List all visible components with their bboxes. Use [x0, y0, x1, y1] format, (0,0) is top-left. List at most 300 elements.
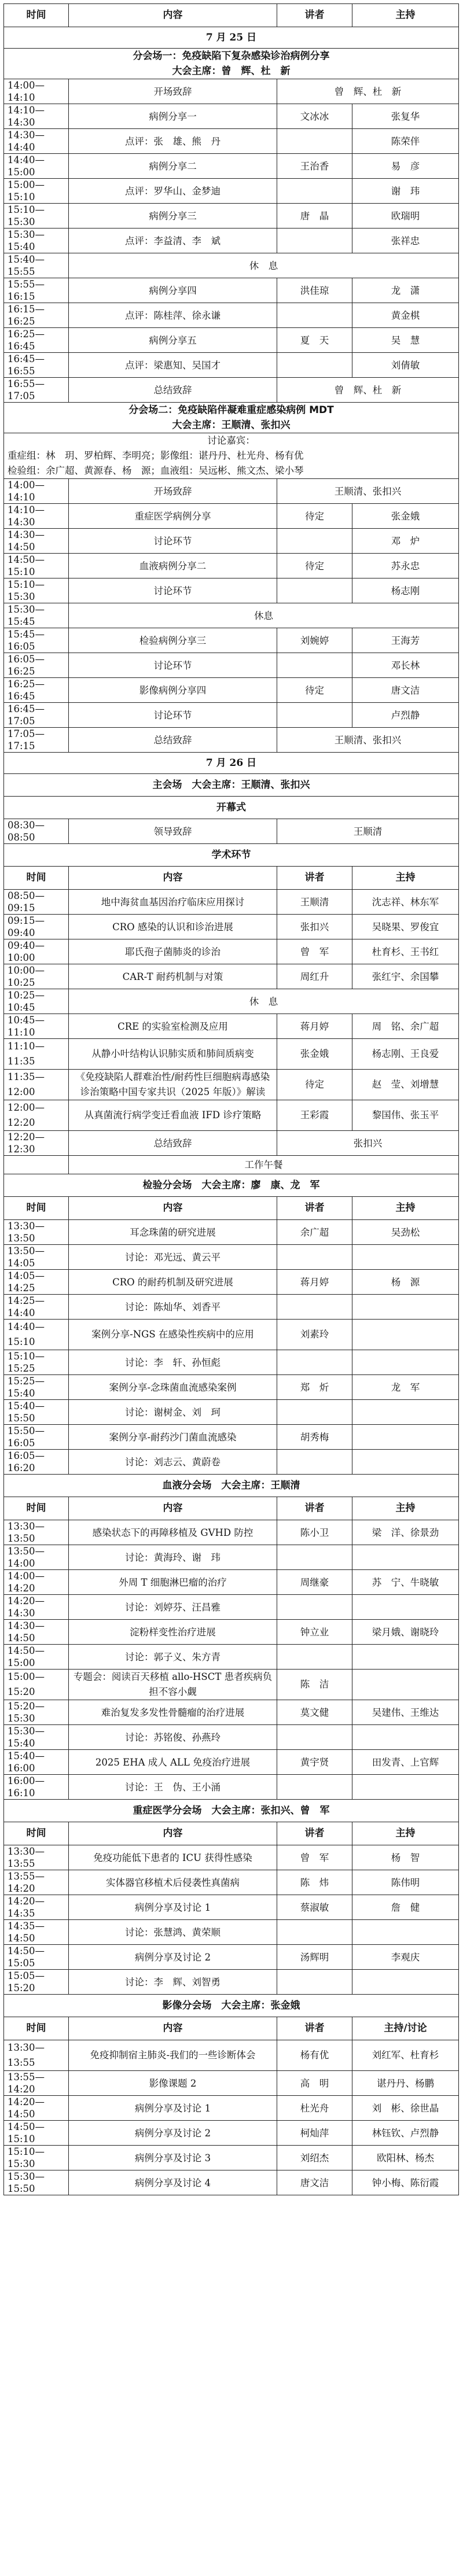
- speaker-cell: 王彩霞: [277, 1100, 352, 1131]
- break-label: 休 息: [69, 253, 459, 278]
- host-cell: 梁月娥、谢晓玲: [352, 1620, 459, 1645]
- speaker-cell: [277, 1450, 352, 1475]
- time-cell: 15:45—16:05: [4, 628, 69, 653]
- speaker-cell: 余广超: [277, 1220, 352, 1245]
- speaker-cell: [277, 1295, 352, 1320]
- session-row: [4, 179, 459, 204]
- break-label: 工作午餐: [69, 1156, 459, 1174]
- session-row: [4, 129, 459, 154]
- session-row: [4, 1220, 459, 1245]
- speaker-cell: 曾 军: [277, 939, 352, 964]
- speaker-cell: 陈 洁: [277, 1670, 352, 1700]
- session-topic: 讨论环节: [69, 703, 277, 728]
- session-row: [4, 1400, 459, 1425]
- header-speaker: 讲者: [277, 867, 352, 890]
- time-cell: 15:40—16:00: [4, 1750, 69, 1775]
- speaker-cell: 文冰冰: [277, 104, 352, 129]
- time-cell: 13:50—14:00: [4, 1545, 69, 1570]
- host-cell: 吴 慧: [352, 328, 459, 353]
- session-topic: 讨论：苏铭俊、孙燕玲: [69, 1725, 277, 1750]
- section-title-row: [4, 797, 459, 819]
- session-row: [4, 479, 459, 504]
- session-row: [4, 378, 459, 403]
- session-row: [4, 1100, 459, 1131]
- host-cell: 易 彦: [352, 154, 459, 179]
- header-host: 主持: [352, 4, 459, 27]
- header-content: 内容: [69, 2017, 277, 2040]
- session-topic: 耳念珠菌的研究进展: [69, 1220, 277, 1245]
- speaker-cell: 刘素玲: [277, 1320, 352, 1350]
- session-row: [4, 2146, 459, 2170]
- header-content: 内容: [69, 1497, 277, 1520]
- session-row: [4, 229, 459, 253]
- session-topic: 病例分享一: [69, 104, 277, 129]
- header-speaker: 讲者: [277, 1197, 352, 1220]
- time-cell: 14:25—14:40: [4, 1295, 69, 1320]
- session-topic: 讨论环节: [69, 578, 277, 603]
- session-topic: 病例分享及讨论 3: [69, 2146, 277, 2170]
- speaker-cell: [277, 353, 352, 378]
- session-topic: 血液病例分享二: [69, 554, 277, 578]
- header-speaker: 讲者: [277, 1497, 352, 1520]
- host-cell: 曾 辉、杜 新: [277, 378, 459, 403]
- time-cell: 15:10—15:30: [4, 204, 69, 229]
- session-row: [4, 578, 459, 603]
- session-row: [4, 1350, 459, 1375]
- speaker-cell: 唐文洁: [277, 2170, 352, 2195]
- session-topic: 开场致辞: [69, 79, 277, 104]
- session-topic: 影像课题 2: [69, 2071, 277, 2096]
- session-topic: 实体器官移植术后侵袭性真菌病: [69, 1870, 277, 1895]
- speaker-cell: 胡秀梅: [277, 1425, 352, 1450]
- session-topic: 病例分享及讨论 2: [69, 1945, 277, 1970]
- host-cell: 王顺清: [277, 819, 459, 844]
- time-cell: 15:40—15:50: [4, 1400, 69, 1425]
- speaker-cell: [277, 1595, 352, 1620]
- session-row: [4, 1620, 459, 1645]
- speaker-cell: [277, 303, 352, 328]
- time-cell: 11:35—12:00: [4, 1070, 69, 1100]
- time-cell: 14:00—14:10: [4, 79, 69, 104]
- speaker-cell: 柯灿萍: [277, 2121, 352, 2146]
- time-cell: 16:05—16:25: [4, 653, 69, 678]
- speaker-cell: [277, 1970, 352, 1995]
- speaker-cell: 黄宇贤: [277, 1750, 352, 1775]
- table-header-row: [4, 867, 459, 890]
- host-cell: [352, 1450, 459, 1475]
- header-content: 内容: [69, 4, 277, 27]
- time-cell: 14:40—15:10: [4, 1320, 69, 1350]
- session-row: [4, 2096, 459, 2121]
- discussion-guests: [4, 433, 459, 479]
- session-row: [4, 1039, 459, 1070]
- guests-row: [4, 433, 459, 479]
- time-cell: 08:50—09:15: [4, 890, 69, 915]
- break-label: 休 息: [69, 989, 459, 1014]
- session-topic: 外周 T 细胞淋巴瘤的治疗: [69, 1570, 277, 1595]
- session-row: [4, 1970, 459, 1995]
- session-row: [4, 79, 459, 104]
- session-row: [4, 628, 459, 653]
- session-row: [4, 328, 459, 353]
- time-cell: 16:00—16:10: [4, 1775, 69, 1800]
- time-cell: 09:40—10:00: [4, 939, 69, 964]
- session-topic: 总结致辞: [69, 1131, 277, 1156]
- section-title-line: 学术环节: [211, 849, 251, 861]
- speaker-cell: 刘婉婷: [277, 628, 352, 653]
- host-cell: [352, 1670, 459, 1700]
- speaker-cell: [277, 1245, 352, 1270]
- header-host: 主持: [352, 1497, 459, 1520]
- speaker-cell: 刘绍杰: [277, 2146, 352, 2170]
- time-cell: 16:45—17:05: [4, 703, 69, 728]
- session-topic: 《免疫缺陷人群难治性/耐药性巨细胞病毒感染诊治策略中国专家共识（2025 年版）》解读: [69, 1070, 277, 1100]
- speaker-cell: 张金娥: [277, 1039, 352, 1070]
- break-row: [4, 253, 459, 278]
- host-cell: 王海芳: [352, 628, 459, 653]
- speaker-cell: 蒋月婷: [277, 1270, 352, 1295]
- session-row: [4, 703, 459, 728]
- session-row: [4, 104, 459, 129]
- time-cell: 15:50—16:05: [4, 1425, 69, 1450]
- time-cell: 12:20—12:30: [4, 1131, 69, 1156]
- host-cell: 张金娥: [352, 504, 459, 529]
- session-row: [4, 554, 459, 578]
- session-topic: 讨论：刘志云、黄蔚卷: [69, 1450, 277, 1475]
- session-topic: 点评：罗华山、金梦迪: [69, 179, 277, 204]
- break-label: 休息: [69, 603, 459, 628]
- host-cell: 刘倩敏: [352, 353, 459, 378]
- time-cell: 15:05—15:20: [4, 1970, 69, 1995]
- time-cell: 13:55—14:20: [4, 2071, 69, 2096]
- session-row: [4, 1131, 459, 1156]
- header-time: 时间: [4, 4, 69, 27]
- session-topic: 病例分享四: [69, 278, 277, 303]
- speaker-cell: 曾 军: [277, 1845, 352, 1870]
- session-row: [4, 1570, 459, 1595]
- schedule-document: [3, 3, 458, 2195]
- section-title: [4, 403, 459, 433]
- host-cell: [352, 1725, 459, 1750]
- host-cell: 刘红军、杜育杉: [352, 2040, 459, 2071]
- session-row: [4, 2121, 459, 2146]
- session-row: [4, 1425, 459, 1450]
- host-cell: 谌丹丹、杨鹏: [352, 2071, 459, 2096]
- session-topic: 点评：陈桂萍、徐永谦: [69, 303, 277, 328]
- host-cell: 欧瑞明: [352, 204, 459, 229]
- table-header-row: [4, 2017, 459, 2040]
- time-cell: 15:30—15:40: [4, 1725, 69, 1750]
- time-cell: 14:50—15:10: [4, 554, 69, 578]
- section-title-row: [4, 403, 459, 433]
- section-title-row: [4, 1174, 459, 1197]
- session-topic: 案例分享-NGS 在感染性疾病中的应用: [69, 1320, 277, 1350]
- session-topic: 地中海贫血基因治疗临床应用探讨: [69, 890, 277, 915]
- session-topic: 病例分享二: [69, 154, 277, 179]
- header-host: 主持/讨论: [352, 2017, 459, 2040]
- table-header-row: [4, 4, 459, 27]
- session-row: [4, 915, 459, 939]
- session-topic: 总结致辞: [69, 378, 277, 403]
- section-title-row: [4, 774, 459, 797]
- time-cell: 13:30—13:50: [4, 1520, 69, 1545]
- session-topic: 病例分享及讨论 4: [69, 2170, 277, 2195]
- host-cell: [352, 1245, 459, 1270]
- host-cell: 詹 健: [352, 1895, 459, 1920]
- speaker-cell: 待定: [277, 504, 352, 529]
- session-row: [4, 2040, 459, 2071]
- speaker-cell: [277, 1400, 352, 1425]
- time-cell: 14:00—14:10: [4, 479, 69, 504]
- time-cell: 15:00—15:20: [4, 1670, 69, 1700]
- section-title: [4, 49, 459, 79]
- host-cell: 唐文洁: [352, 678, 459, 703]
- host-cell: 张复华: [352, 104, 459, 129]
- header-speaker: 讲者: [277, 2017, 352, 2040]
- speaker-cell: 陈小卫: [277, 1520, 352, 1545]
- session-row: [4, 529, 459, 554]
- header-time: 时间: [4, 1497, 69, 1520]
- speaker-cell: [277, 1645, 352, 1670]
- session-topic: 总结致辞: [69, 728, 277, 753]
- section-title: [4, 1174, 459, 1197]
- time-cell: 14:30—14:50: [4, 1620, 69, 1645]
- speaker-cell: [277, 653, 352, 678]
- session-row: [4, 1014, 459, 1039]
- time-cell: 14:40—15:00: [4, 154, 69, 179]
- time-cell: 09:15—09:40: [4, 915, 69, 939]
- host-cell: [352, 1595, 459, 1620]
- speaker-cell: 莫文健: [277, 1700, 352, 1725]
- session-row: [4, 204, 459, 229]
- speaker-cell: 郑 炘: [277, 1375, 352, 1400]
- host-cell: 邓长林: [352, 653, 459, 678]
- session-topic: 检验病例分享三: [69, 628, 277, 653]
- session-row: [4, 1545, 459, 1570]
- time-cell: 15:30—15:45: [4, 603, 69, 628]
- header-content: 内容: [69, 1197, 277, 1220]
- host-cell: [352, 1350, 459, 1375]
- session-topic: 讨论：谢树金、刘 珂: [69, 1400, 277, 1425]
- session-row: [4, 890, 459, 915]
- header-host: 主持: [352, 1822, 459, 1845]
- day-label: 7 月 26 日: [4, 753, 459, 774]
- host-cell: 龙 潇: [352, 278, 459, 303]
- session-topic: 讨论：郭子义、朱方青: [69, 1645, 277, 1670]
- session-topic: 讨论：王 伪、王小涌: [69, 1775, 277, 1800]
- session-topic: 点评：李益清、李 斌: [69, 229, 277, 253]
- time-cell: 16:05—16:20: [4, 1450, 69, 1475]
- host-cell: 周 铭、余广超: [352, 1014, 459, 1039]
- time-cell: 14:20—14:30: [4, 1595, 69, 1620]
- session-topic: 免疫功能低下患者的 ICU 获得性感染: [69, 1845, 277, 1870]
- host-cell: [352, 1920, 459, 1945]
- table-header-row: [4, 1197, 459, 1220]
- session-topic: CRO 感染的认识和诊治进展: [69, 915, 277, 939]
- day-label: 7 月 25 日: [4, 27, 459, 49]
- time-cell: 15:10—15:30: [4, 578, 69, 603]
- session-topic: 讨论：李 轩、孙恒彪: [69, 1350, 277, 1375]
- session-topic: 从真菌流行病学变迁看血液 IFD 诊疗策略: [69, 1100, 277, 1131]
- time-cell: 14:50—15:05: [4, 1945, 69, 1970]
- header-speaker: 讲者: [277, 1822, 352, 1845]
- session-topic: 点评：张 雄、熊 丹: [69, 129, 277, 154]
- section-title-line: 大会主席：曾 辉、杜 新: [172, 65, 291, 77]
- session-topic: 感染状态下的再障移植及 GVHD 防控: [69, 1520, 277, 1545]
- time-cell: 11:10—11:35: [4, 1039, 69, 1070]
- header-host: 主持: [352, 867, 459, 890]
- time-cell: 17:05—17:15: [4, 728, 69, 753]
- guests-line: 重症组：林 玥、罗柏辉、李明亮；影像组：谌丹丹、杜光舟、杨有优: [8, 450, 304, 461]
- time-cell: 16:55—17:05: [4, 378, 69, 403]
- session-row: [4, 2170, 459, 2195]
- table-header-row: [4, 1497, 459, 1520]
- host-cell: 王顺清、张扣兴: [277, 728, 459, 753]
- host-cell: [352, 1545, 459, 1570]
- session-topic: 病例分享及讨论 1: [69, 1895, 277, 1920]
- time-cell: 14:50—15:10: [4, 2121, 69, 2146]
- session-topic: 重症医学病例分享: [69, 504, 277, 529]
- session-row: [4, 303, 459, 328]
- speaker-cell: 蒋月婷: [277, 1014, 352, 1039]
- host-cell: 陈荣伴: [352, 129, 459, 154]
- header-content: 内容: [69, 1822, 277, 1845]
- time-cell: 08:30—08:50: [4, 819, 69, 844]
- time-cell: 10:25—10:45: [4, 989, 69, 1014]
- speaker-cell: 洪佳琼: [277, 278, 352, 303]
- host-cell: 卢烈静: [352, 703, 459, 728]
- day-row: [4, 753, 459, 774]
- time-cell: 16:15—16:25: [4, 303, 69, 328]
- section-title: [4, 1475, 459, 1497]
- host-cell: 张扣兴: [277, 1131, 459, 1156]
- time-cell: [4, 1156, 69, 1174]
- speaker-cell: 待定: [277, 554, 352, 578]
- session-row: [4, 1870, 459, 1895]
- session-topic: 病例分享五: [69, 328, 277, 353]
- session-topic: 淀粉样变性治疗进展: [69, 1620, 277, 1645]
- host-cell: 黎国伟、张玉平: [352, 1100, 459, 1131]
- session-row: [4, 728, 459, 753]
- host-cell: 黄金棋: [352, 303, 459, 328]
- host-cell: 杨志刚、王良爱: [352, 1039, 459, 1070]
- time-cell: 12:00—12:20: [4, 1100, 69, 1131]
- section-title: [4, 1800, 459, 1822]
- host-cell: 张红宇、余国攀: [352, 964, 459, 989]
- session-row: [4, 1670, 459, 1700]
- host-cell: [352, 1400, 459, 1425]
- speaker-cell: 周继豪: [277, 1570, 352, 1595]
- speaker-cell: 钟立业: [277, 1620, 352, 1645]
- host-cell: 杨 智: [352, 1845, 459, 1870]
- section-title-line: 影像分会场 大会主席：张金娥: [162, 2000, 300, 2011]
- host-cell: 苏 宁、牛晓敏: [352, 1570, 459, 1595]
- session-row: [4, 1645, 459, 1670]
- time-cell: 15:30—15:50: [4, 2170, 69, 2195]
- section-title-row: [4, 1995, 459, 2017]
- time-cell: 15:55—16:15: [4, 278, 69, 303]
- section-title: [4, 774, 459, 797]
- speaker-cell: 唐 晶: [277, 204, 352, 229]
- header-host: 主持: [352, 1197, 459, 1220]
- time-cell: 10:45—11:10: [4, 1014, 69, 1039]
- section-title: [4, 1995, 459, 2017]
- time-cell: 13:55—14:20: [4, 1870, 69, 1895]
- time-cell: 15:25—15:40: [4, 1375, 69, 1400]
- session-topic: 耶氏孢子菌肺炎的诊治: [69, 939, 277, 964]
- speaker-cell: 周红升: [277, 964, 352, 989]
- time-cell: 15:10—15:30: [4, 2146, 69, 2170]
- header-time: 时间: [4, 2017, 69, 2040]
- speaker-cell: 夏 天: [277, 328, 352, 353]
- section-title-line: 重症医学分会场 大会主席：张扣兴、曾 军: [133, 1805, 330, 1816]
- time-cell: 16:25—16:45: [4, 678, 69, 703]
- day-row: [4, 27, 459, 49]
- session-row: [4, 1750, 459, 1775]
- section-title-line: 血液分会场 大会主席：王顺清: [162, 1480, 300, 1491]
- time-cell: 14:00—14:20: [4, 1570, 69, 1595]
- session-row: [4, 1700, 459, 1725]
- host-cell: 吴劲松: [352, 1220, 459, 1245]
- session-topic: 讨论：李 辉、刘智勇: [69, 1970, 277, 1995]
- time-cell: 15:30—15:40: [4, 229, 69, 253]
- session-topic: 病例分享及讨论 2: [69, 2121, 277, 2146]
- time-cell: 13:30—13:55: [4, 2040, 69, 2071]
- speaker-cell: 高 明: [277, 2071, 352, 2096]
- speaker-cell: 陈 炜: [277, 1870, 352, 1895]
- header-time: 时间: [4, 1822, 69, 1845]
- session-row: [4, 1295, 459, 1320]
- session-topic: 讨论：张慧鸿、黄荣顺: [69, 1920, 277, 1945]
- guests-line: 检验组：余广超、黄源春、杨 源；血液组：吴远彬、熊文杰、梁小琴: [8, 465, 304, 476]
- host-cell: 邓 炉: [352, 529, 459, 554]
- session-topic: CAR-T 耐药机制与对策: [69, 964, 277, 989]
- session-topic: 影像病例分享四: [69, 678, 277, 703]
- time-cell: 14:30—14:40: [4, 129, 69, 154]
- session-topic: 2025 EHA 成人 ALL 免疫治疗进展: [69, 1750, 277, 1775]
- host-cell: 吴建伟、王维达: [352, 1700, 459, 1725]
- session-topic: 病例分享及讨论 1: [69, 2096, 277, 2121]
- section-title-line: 主会场 大会主席：王顺清、张扣兴: [152, 779, 310, 791]
- time-cell: 14:20—14:35: [4, 1895, 69, 1920]
- speaker-cell: [277, 1725, 352, 1750]
- break-row: [4, 1156, 459, 1174]
- session-row: [4, 278, 459, 303]
- break-row: [4, 989, 459, 1014]
- schedule-table: [3, 3, 459, 2195]
- speaker-cell: [277, 529, 352, 554]
- host-cell: 沈志祥、林东军: [352, 890, 459, 915]
- guests-line: 讨论嘉宾：: [207, 435, 255, 446]
- section-title-line: 分会场一：免疫缺陷下复杂感染诊治病例分享: [133, 50, 330, 62]
- host-cell: [352, 1970, 459, 1995]
- session-topic: 点评：梁惠知、吴国才: [69, 353, 277, 378]
- time-cell: 15:40—15:55: [4, 253, 69, 278]
- host-cell: 谢 玮: [352, 179, 459, 204]
- host-cell: 李观庆: [352, 1945, 459, 1970]
- time-cell: 14:10—14:30: [4, 504, 69, 529]
- session-topic: 讨论：黄海玲、谢 玮: [69, 1545, 277, 1570]
- section-title-line: 大会主席：王顺清、张扣兴: [172, 419, 291, 431]
- time-cell: 14:10—14:30: [4, 104, 69, 129]
- session-row: [4, 353, 459, 378]
- time-cell: 15:10—15:25: [4, 1350, 69, 1375]
- host-cell: 苏永忠: [352, 554, 459, 578]
- session-row: [4, 1775, 459, 1800]
- host-cell: 欧阳林、杨杰: [352, 2146, 459, 2170]
- host-cell: [352, 1645, 459, 1670]
- session-row: [4, 504, 459, 529]
